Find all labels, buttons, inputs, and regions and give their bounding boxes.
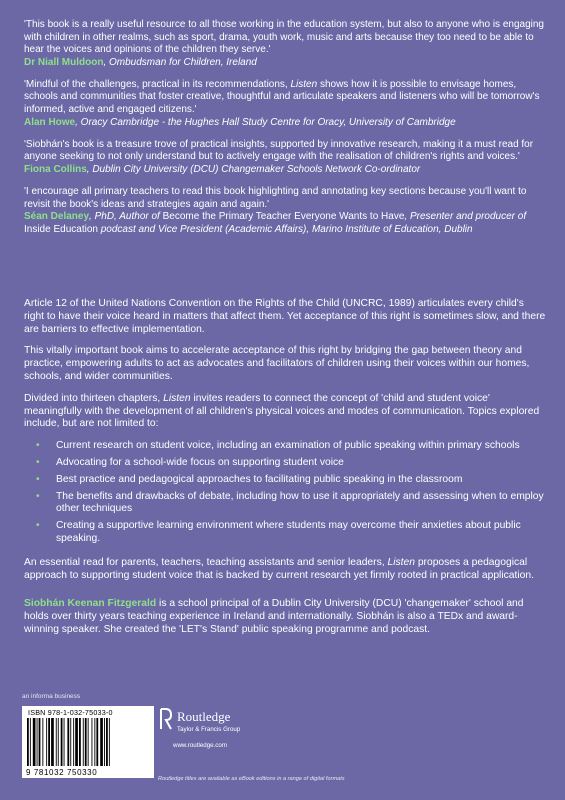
barcode-bar (27, 718, 29, 766)
list-item: • Best practice and pedagogical approaches to facilitating public speaking in the classroom (46, 474, 546, 487)
barcode-bar (58, 718, 59, 766)
list-item: • Current research on student voice, including an examination of public speaking within primary schools (46, 440, 546, 453)
barcode-bar (33, 718, 36, 766)
book-description (24, 298, 546, 646)
cover-footer (22, 693, 542, 793)
barcode-digits: 9 781032 750330 (26, 768, 98, 777)
barcode-bar (64, 718, 65, 766)
list-item: • Advocating for a school-wide focus on supporting student voice (46, 457, 546, 470)
barcode-bar (92, 718, 93, 766)
isbn-barcode (22, 706, 154, 778)
barcode-bar (67, 718, 69, 766)
author-bio: Siobhán Keenan Fitzgerald is a school principal of a Dublin City University (DCU) 'changemaker' school and holds over thirty years teaching experience in Ireland and internationally. Siobhán is also a TEDx and award-winning speaker. She created the 'LET's Stand' public speaking programme and podcast. (24, 598, 524, 635)
endorser-role: , PhD, Author of (89, 211, 163, 223)
barcode-bar (100, 718, 103, 766)
barcode-bar (106, 718, 108, 766)
barcode-bar (42, 718, 43, 766)
publisher-name: Routledge (177, 709, 231, 724)
barcode-bar (109, 718, 110, 766)
endorsement-2 (24, 79, 544, 129)
barcode-bar (61, 718, 63, 766)
list-item: • The benefits and drawbacks of debate, including how to use it appropriately and assessing when to employ other techniques (46, 491, 546, 517)
publisher-logo (159, 707, 319, 757)
quote-text: 'Mindful of the challenges, practical in its recommendations, Listen shows how it is possible to envisage homes, schools and communities that foster creative, thoughtful and articulate speakers and listeners who will be tomorrow's informed, active and engaged citizens.' (24, 78, 540, 116)
barcode-bar (39, 718, 41, 766)
endorser-name: Dr Niall Muldoon (24, 56, 104, 68)
author-name: Siobhán Keenan Fitzgerald (24, 598, 157, 610)
endorser-role: , Ombudsman for Children, Ireland (103, 56, 257, 68)
list-item: • Creating a supportive learning environment where students may overcome their anxieties about public speaking. (46, 520, 546, 546)
description-paragraph: Divided into thirteen chapters, Listen invites readers to connect the concept of 'child and student voice' meaningfully with the development of all children's physical voices and modes of communication. Topics explored include, but are not limited to: (24, 392, 540, 430)
quote-attribution (24, 164, 544, 177)
quote-attribution (24, 57, 544, 70)
topics-list (24, 440, 546, 546)
barcode-bar (83, 718, 84, 766)
endorser-name: Séan Delaney (24, 211, 90, 223)
barcode-bar (48, 718, 50, 766)
informa-label: an informa business (22, 693, 81, 700)
endorser-name: Fiona Collins (24, 163, 87, 175)
endorsements (24, 19, 544, 246)
barcode-bar (79, 718, 81, 766)
publisher-url: www.routledge.com (173, 742, 227, 749)
ebook-note: Routledge titles are available as eBook editions in a range of digital formats (158, 776, 345, 782)
endorser-name: Alan Howe (24, 116, 76, 128)
barcode-bar (37, 718, 38, 766)
barcode-bar (46, 718, 47, 766)
description-paragraph: Article 12 of the United Nations Convention on the Rights of the Child (UNCRC, 1989) articulates every child's right to have their voice heard in matters that affect them. Yet acceptance of this right is sometimes slow, and there are barriers to effective implementation. (24, 298, 546, 335)
barcode-bar (51, 718, 54, 766)
isbn-text: ISBN 978-1-032-75033-0 (28, 708, 113, 717)
barcode-bar (75, 718, 78, 766)
quote-attribution: Séan Delaney, PhD, Author of Become the Primary Teacher Everyone Wants to Have, Presenter and producer of Inside Education podcast and Vice President (Academic Affairs), Marino Institute of Education, Dublin (24, 211, 527, 235)
description-paragraph: An essential read for parents, teachers, teaching assistants and senior leaders, Listen proposes a pedagogical approach to supporting student voice that is backed by current research yet firmly rooted in practical application. (24, 556, 534, 581)
publisher-group: Taylor & Francis Group (177, 726, 241, 733)
quote-text: 'Siobhán's book is a treasure trove of practical insights, supported by innovative research, making it a must read for anyone seeking to not only understand but to actively engage with the realisation of children's rights and voices.' (24, 138, 534, 163)
barcode-bar (96, 718, 98, 766)
endorser-role: , Oracy Cambridge - the Hughes Hall Study Centre for Oracy, University of Cambridge (75, 116, 456, 128)
barcode-bar (94, 718, 95, 766)
quote-text: 'This book is a really useful resource to all those working in the education system, but also to anyone who is engaging with children in other realms, such as sport, drama, youth work, music and arts because they too need to be able to hear the voices and opinions of the children they serve.' (24, 19, 544, 56)
barcode-icon (26, 718, 144, 768)
barcode-bar (85, 718, 87, 766)
endorser-role: , Dublin City University (DCU) Changemaker Schools Network Co-ordinator (86, 163, 421, 175)
barcode-bar (104, 718, 105, 766)
description-paragraph: This vitally important book aims to accelerate acceptance of this right by bridging the gap between theory and practice, empowering adults to act as advocates and facilitators of children using their voices within our homes, schools, and wider communities. (24, 345, 530, 382)
quote-attribution (24, 117, 544, 130)
endorsement-3 (24, 139, 544, 177)
barcode-bar (56, 718, 57, 766)
endorsement-4 (24, 186, 544, 236)
quote-text: 'I encourage all primary teachers to read this book highlighting and annotating key sections because you'll want to revisit the book's ideas and strategies again and again.' (24, 186, 527, 210)
barcode-bar (88, 718, 89, 766)
routledge-logo-icon (159, 707, 173, 737)
barcode-bar (70, 718, 71, 766)
barcode-bar (73, 718, 74, 766)
endorsement-1 (24, 19, 544, 69)
barcode-bar (30, 718, 31, 766)
